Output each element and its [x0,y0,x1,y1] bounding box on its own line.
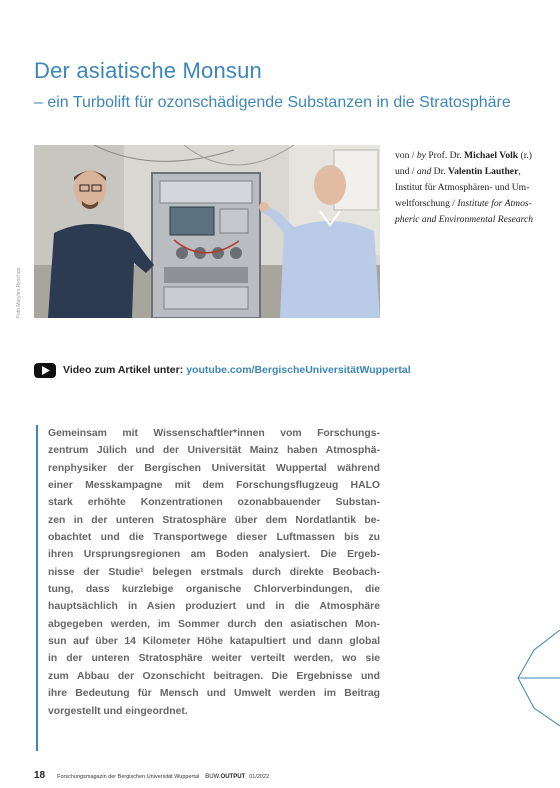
abstract-line: hauptsächlich in Asien produziert und in die Atmosphäre [48,601,380,613]
article-abstract [48,425,380,720]
article-subtitle: – ein Turbolift für ozonschädigende Substanzen in die Stratosphäre [34,94,511,111]
byline-text: und / [395,166,417,177]
brand-prefix: BUW. [205,774,221,780]
institute-en: pheric and Environmental Research [395,214,534,225]
abstract-line: nisse der Studie¹ belegen erstmals durch direkte Beobach- [48,566,380,578]
institute-de: Institut für Atmosphären- und Um- [395,182,530,193]
abstract-line: vorgestellt und eingeordnet. [48,705,188,717]
play-icon[interactable] [34,363,56,378]
photo-illustration [34,145,380,318]
page-number: 18 [34,770,46,781]
abstract-line: stark erhöhte Konzentrationen ozonabbauender Substan- [48,497,380,509]
issue-number: 01/2022 [249,774,270,780]
abstract-line: einer Messkampagne mit dem Forschungsflugzeug HALO [48,480,380,492]
article-photo [34,145,380,318]
abstract-line: sun auf über 14 Kilometer Höhe katapultiert und dann global [48,636,380,648]
byline-text: Dr. [431,166,449,177]
page-footer [34,770,269,782]
byline-text: von / [395,150,417,161]
byline-text: , [518,166,521,177]
author-name-volk: Michael Volk [464,150,519,161]
photo-credit: Foto Marylen Reschop [16,267,22,318]
abstract-line: abgegeben werden, im Sommer durch den asiatischen Mon- [48,618,380,630]
abstract-line: renphysiker der Bergischen Universität Wuppertal während [48,462,380,474]
abstract-line: zentrum Jülich und der Universität Mainz haben Atmosphä- [48,445,380,457]
magazine-name: Forschungsmagazin der Bergischen Universität Wuppertal [57,774,200,780]
abstract-line: ihren Ursprungsregionen am Boden analysiert. Die Ergeb- [48,549,380,561]
institute-en: Institute for Atmos- [457,198,532,209]
author-byline [395,148,555,228]
video-reference [34,362,411,378]
decorative-hexagon-lines [510,630,560,740]
byline-text: Prof. Dr. [425,150,465,161]
abstract-line: zum Abbau der Ozonschicht beitragen. Die Ergebnisse und [48,670,380,682]
abstract-line: tung, dass kurzlebige organische Chlorverbindungen, die [48,584,380,596]
video-label: Video zum Artikel unter: [63,364,184,376]
brand-name: OUTPUT [220,774,246,780]
abstract-accent-bar [36,425,38,751]
institute-de: weltforschung / [395,198,458,209]
byline-text-en: by [416,150,426,161]
article-title: Der asiatische Monsun [34,58,262,83]
byline-text: (r.) [518,150,532,161]
byline-text-en: and [416,166,432,177]
abstract-line: ihre Bedeutung für Mensch und Umwelt werden im Beitrag [48,688,380,700]
video-link[interactable]: youtube.com/BergischeUniversitätWuppertal [186,364,411,376]
abstract-line: zen in der unteren Stratosphäre über dem Nordatlantik be- [48,514,380,526]
author-name-lauther: Valentin Lauther [448,166,519,177]
abstract-line: Gemeinsam mit Wissenschaftler*innen vom Forschungs- [48,428,380,439]
abstract-line: in der unteren Stratosphäre weiter verteilt werden, wo sie [48,653,380,665]
abstract-line: obachtet und die Transportwege dieser Luftmassen bis zu [48,532,380,544]
magazine-brand [205,774,245,780]
